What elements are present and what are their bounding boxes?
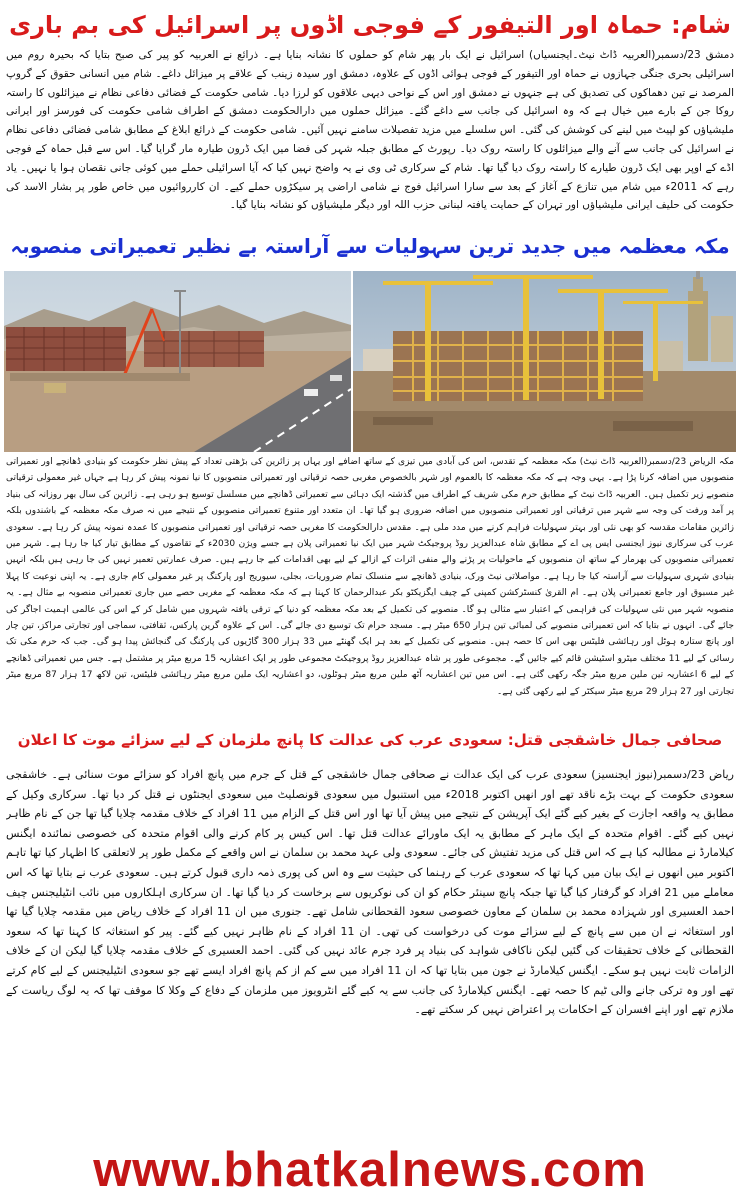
article1-body: دمشق 23/دسمبر(العربیہ ڈاٹ نیٹ۔ایجنسیاں) اسرائیل نے ایک بار پھر شام کو حملوں کا نشانہ بنایا ہے۔ ذرائع نے العربیہ کو پیر کی صبح بتایا کہ بحیرہ روم میں اسرائیلی بحری جنگی جہازوں نے حماہ اور التیفور کے فوجی ہوائی اڈوں کے علاوہ، دمشق اور سیدہ زینب کے علاقے پر میزائل داغے۔ شام میں انسانی حقوق کے گروپ المرصد نے تین دھماکوں کی تصدیق کی ہے جنہوں نے دمشق اور اس کے نواحی دیہی علاقوں کو لرزا دیا۔ شامی حکومت کے فضائی دفاعی نظام نے میزائلوں کا راستہ روکا جن کے بارے میں خیال ہے کہ وہ اسرائیل کی جانب سے داغے گئے۔ میزائل حملوں میں دارالحکومت دمشق کے اطراف شامی حکومت کی فورسز اور ایرانی ملیشیاؤں کو لپیٹ میں لینے کی کوشش کی گئی۔ اس سلسلے میں مزید تفصیلات سامنے نہیں آئیں۔ شامی حکومت کے ذرائع ابلاغ کے مطابق شامی فضائی دفاعی نظام نے اسرائیل کی جانب سے آنے والے میزائلوں کا راستہ روک دیا۔ رپورٹ کے مطابق جبلہ شہر کی فضا میں ایک ڈرون طیارہ مار گرایا گیا۔ اس سے قبل حماہ کے فوجی اڈے کے اوپر بھی ایک ڈرون طیارے کا راستہ روک دیا گیا تھا۔ شام کے سرکاری ٹی وی نے یہ واضح نہیں کیا کہ آیا اسرائیلی حملے میں کوئی جانی نقصان ہوا یا نہیں۔ یاد رہے کہ 2011ء میں شام میں تنازع کے آغاز کے بعد سے سارا اسرائیل فوج نے شامی اراضی پر سیکڑوں حملے کیے۔ ان کارروائیوں میں خاص طور پر بشار الاسد کی حکومت کی حلیف ایرانی ملیشیاؤں اور تہران کے حمایت یافتہ لبنانی حزب اللہ اور دیگر ملیشیاؤں کو نشانہ بنایا گیا۔: [6, 49, 734, 212]
site-url-banner: www.bhatkalnews.com: [93, 1143, 647, 1197]
construction-photo-left: [4, 271, 351, 452]
article3-headline: صحافی جمال خاشقجی قتل: سعودی عرب کی عدالت کا پانچ ملزمان کے لیے سزائے موت کا اعلان: [17, 731, 723, 749]
article3-body: ریاض 23/دسمبر(نیوز ایجنسیز) سعودی عرب کی ایک عدالت نے صحافی جمال خاشقجی کے قتل کے جرم میں پانچ افراد کو سزائے موت سنائی ہے۔ خاشقجی سعودی حکومت کے بہت بڑے ناقد تھے اور انھیں اکتوبر 2018ء میں استنبول میں سعودی قونصلیٹ میں سعودی ایجنٹوں نے قتل کر دیا تھا۔ سرکاری وکیل کے مطابق یہ واقعہ اجازت کے بغیر کیے گئے ایک آپریشن کے نتیجے میں پیش آیا تھا اور اس قتل کے الزام میں 11 افراد کے خلاف مقدمہ چلایا گیا تھا جن کے نام ظاہر نہیں کیے گئے۔ اقوام متحدہ کے ایک ماہر کے مطابق یہ ایک ماورائے عدالت قتل تھا۔ اس کیس پر کام کرنے والی اقوام متحدہ کی خصوصی نمائندہ ایگنس کیلامارڈ نے مطالبہ کیا ہے کہ اس قتل کی مزید تفتیش کی جائے۔ سعودی ولی عہد محمد بن سلمان نے اس واقعے کے مکمل طور پر لاتعلقی کا اظہار کیا تھا تاہم اکتوبر میں انھوں نے ایک بیان میں کہا تھا کہ سعودی عرب کے رہنما کی حیثیت سے وہ اس کی پوری ذمہ داری قبول کرتے ہیں۔ سعودی عرب نے بتایا تھا کہ اس معاملے میں 21 افراد کو گرفتار کیا گیا تھا جبکہ پانچ سینئر حکام کو ان کی نوکریوں سے برخاست کر دیا گیا تھا۔ ان سرکاری اہلکاروں میں نائب انٹیلیجنس چیف احمد العسیری اور شہزادہ محمد بن سلمان کے معاون خصوصی سعود القحطانی شامل تھے۔ جنوری میں ان 11 افراد کے خلاف ریاض میں مقدمہ چلایا گیا تھا اور استغاثہ نے ان میں سے پانچ کے لیے سزائے موت کی درخواست کی تھی۔ ان 11 افراد کے نام ظاہر نہیں کیے گئے۔ پیر کو استغاثہ کا کہنا تھا کہ سعود القحطانی کے خلاف تحقیقات کی گئیں لیکن ناکافی شواہد کی بنیاد پر فرد جرم عائد نہیں کی گئی۔ احمد العسیری کے خلاف مقدمہ چلایا گیا لیکن ان کے خلاف الزامات ثابت نہیں ہو سکے۔ ایگنس کیلامارڈ نے جون میں بتایا تھا کہ ان 11 افراد میں سے کم از کم پانچ افراد ایسے تھے جو سعودی انٹیلیجنس کے لیے کام کرتے تھے اور وہ ترکی جانے والی ٹیم کا حصہ تھے۔ ایگنس کیلامارڈ کی جانب سے یہ کیے گئے انٹرویوز میں ملزمان کے دفاع کے وکلا کا موقف تھا کہ یہ لوگ ریاست کے ملازم تھے اور اپنے افسران کے احکامات پر اعتراض نہیں کر سکتے تھے۔: [6, 768, 734, 1017]
article2-headline: مکہ معظمہ میں جدید ترین سہولیات سے آراستہ بے نظیر تعمیراتی منصوبہ: [10, 234, 730, 258]
article2-body: مکہ الریاض 23/دسمبر(العربیہ ڈاٹ نیٹ) مکہ معظمہ کے تقدس، اس کی آبادی میں تیزی کے ساتھ اضافے اور یہاں پر زائرین کی بڑھتی تعداد کے پیش نظر حکومت کو بنیادی ڈھانچے اور تعمیراتی منصوبوں میں اضافہ کرنا پڑا ہے۔ یہی وجہ ہے کہ مکہ معظمہ کا بالعموم اور شہر بالخصوص مغربی حصہ ترقیاتی اور تعمیراتی منصوبوں کا نیا نمونہ پیش کر رہا ہے جہاں غیر معمولی ترقیاتی منصوبے زیر تکمیل ہیں۔ العربیہ ڈاٹ نیٹ کے مطابق حرم مکی شریف کے اطراف میں گذشتہ ایک دہائی سے تعمیراتی ڈھانچے میں مسلسل توسیع ہو رہی ہے۔ زائرین کی سال بھر روزانہ کی بنیاد پر آمد ورفت کی وجہ سے شہر میں ترقیاتی اور تعمیراتی منصوبوں میں اضافہ ضروری ہو گیا تھا۔ ان متعدد اور متنوع تعمیراتی منصوبوں کے نتیجے میں نہ صرف مکہ معظمہ کے باشندوں بلکہ زائرین مقامات مقدسہ کو بھی نئی اور بہتر سہولیات فراہم کرنے میں مدد ملی ہے۔ مقدس دارالحکومت کا مغربی حصہ ترقیاتی اور تعمیراتی منصوبوں کا عمدہ نمونہ پیش کر رہا ہے۔ سعودی عرب کی سرکاری نیوز ایجنسی ایس پی اے کے مطابق شاہ عبدالعزیز روڈ پروجیکٹ شہر میں ایک نیا تعمیراتی پلان ہے جسے ویژن 2030ء کے تقاضوں کے مطابق تیار کیا جا رہا ہے۔ شہر میں تعمیراتی منصوبوں کی بھرمار کے ساتھ ان منصوبوں کے ماحولیات پر پڑنے والے منفی اثرات کے ازالے کے لیے بھی اقدامات کیے جا رہے ہیں۔ صرف عمارتیں تعمیر نہیں کی جا رہی ہیں بلکہ انہیں بنیادی شہری سہولیات سے آراستہ کیا جا رہا ہے۔ مواصلاتی نیٹ ورک، بنیادی ڈھانچے سے منسلک تمام ضروریات، بجلی، سیوریج اور پارکنگ پر غیر معمولی کام جاری ہے۔ یہ اپنی نوعیت کا پہلا غیر مسبوق اور جامع تعمیراتی پلان ہے۔ ام القریٰ کنسٹرکشن کمپنی کے چیف ایگزیکٹو بکر عبدالرحمان کا کہنا ہے کہ مکہ معظمہ کے مغربی حصے میں جاری تعمیراتی منصوبہ بے مثال ہے۔ یہ منصوبہ شہر میں نئی سہولیات کی فراہمی کے اعتبار سے مثالی ہو گا۔ منصوبے کی تکمیل کے بعد مکہ معظمہ کو دنیا کے ترقی یافتہ شہروں میں شامل کر کے اس کی عالمی اہمیت اجاگر کی جائے گی۔ انہوں نے بتایا کہ اس تعمیراتی منصوبے کی لمبائی تین ہزار 650 میٹر ہے۔ مسجد حرام تک توسیع دی جائے گی۔ اس کے علاوہ گرین پارکس، ثقافتی، سماجی اور تجارتی مراکز، تین چار اور پانچ ستارہ ہوٹل اور رہائشی فلیٹس بھی اس کا حصہ ہیں۔ منصوبے کی تکمیل کے بعد ہر ایک گھنٹے میں 33 ہزار 300 گاڑیوں کی پارکنگ کی گنجائش پیدا ہو گی۔ جب کہ حرم مکی تک رسائی کے لیے 11 مختلف میٹرو اسٹیشن قائم کیے جائیں گے۔ مجموعی طور پر شاہ عبدالعزیز روڈ پروجیکٹ مجموعی طور پر ایک اعشاریہ 15 مربع میٹر پر مشتمل ہے۔ جس میں تعمیراتی ڈھانچے کے لیے 6 اعشاریہ تین ملین مربع میٹر جگہ رکھی گئی ہے۔ اس میں تین اعشاریہ آٹھ ملین مربع میٹر ہوٹلوں، دو اعشاریہ ایک ملین مربع میٹر رہائشی فلیٹس، تین لاکھ 17 ہزار 87 مربع میٹر تجارتی اور 27 ہزار 29 مربع میٹر سیکٹر کے لیے رکھی گئی ہے۔: [6, 457, 734, 697]
construction-photo-right: [353, 271, 736, 452]
article1-headline: شام: حماہ اور التیفور کے فوجی اڈوں پر اسرائیل کی بم باری: [9, 11, 731, 39]
